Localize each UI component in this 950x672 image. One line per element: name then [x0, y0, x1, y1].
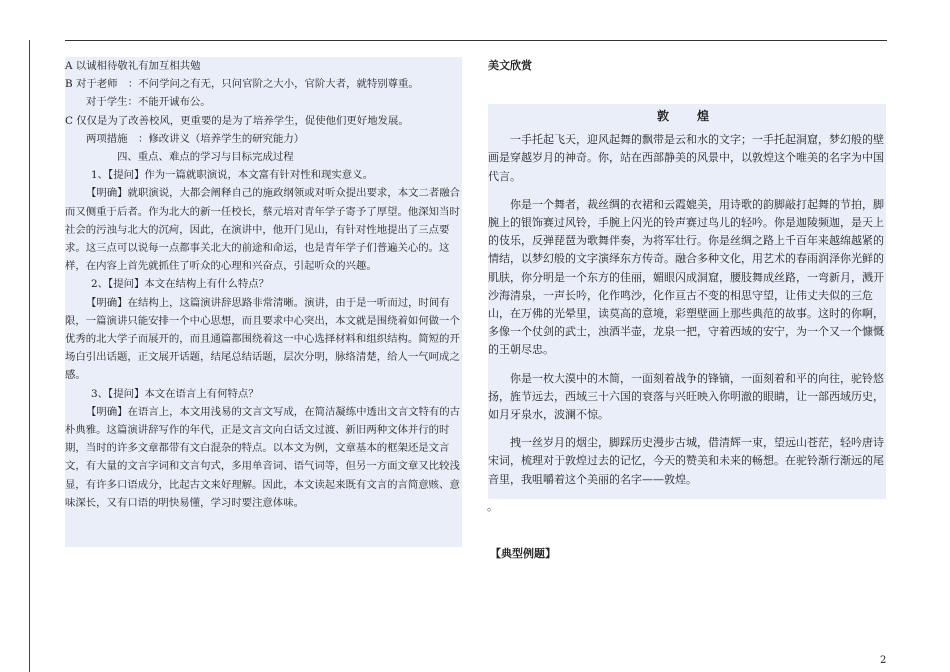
essay-title: 敦 煌: [656, 109, 717, 123]
page-number: 2: [880, 655, 887, 666]
answer-2: 【明确】在结构上，这篇演讲辞思路非常清晰。演讲，由于是一听而过，时间有限，一篇演讲只能安排一个中心思想，而且要求中心突出，本文就是围绕着如何做一个优秀的北大学子而展开的，而且通篇都围绕着这一中心选择材料和组织结构。简短的开场白引出话题，正文展开话题，结尾总结话题，层次分明，脉络清楚，给人一气呵成之感。: [65, 296, 460, 382]
essay-panel: [488, 104, 886, 499]
typical-example-heading: 【典型例题】: [490, 547, 556, 560]
lesson-text-panel: [65, 57, 462, 547]
question-3: 3、【提问】本文在语言上有何特点？: [91, 387, 259, 400]
answer-1: 【明确】就职演说，大都会阐释自己的施政纲领或对听众提出要求，本文二者融合而又侧重于后者。作为北大的新一任校长，蔡元培对青年学子寄予了厚望。他深知当时社会的污浊与北大的沉疴，因此，在演讲中，他开门见山，有针对性地提出了三点要求。这三点可以说每一点都事关北大的前途和命运，也是青年学子们普遍关心的。这样，在内容上首先就抓住了听众的心理和兴奋点，引起听众的兴趣。: [65, 187, 461, 273]
appreciation-heading: 美文欣赏: [488, 59, 532, 72]
essay-paragraph: 你是一枚大漠中的木简，一面刻着战争的锋镝，一面刻着和平的向往，驼铃悠扬，旌节远去，西域三十六国的衰落与兴旺映入你明澈的眼睛，让一部西域历史，如月牙泉水，波澜不惊。: [488, 371, 884, 422]
page-left-border: [29, 40, 30, 672]
option-b: B 对于老师 ：不问学问之有无，只问官阶之大小，官阶大者，就特别尊重。: [65, 78, 419, 91]
essay-paragraph: 一手托起飞天，迎风起舞的飘带是云和水的文字；一手托起洞窟，梦幻般的壁画是穿越岁月的神奇。你，站在西部静美的风景中，以敦煌这个唯美的名字为中国代言。: [488, 133, 884, 183]
trailing-period: 。: [487, 500, 498, 513]
section-heading: 四、重点、难点的学习与目标完成过程: [117, 151, 294, 164]
answer-3: 【明确】在语言上，本文用浅易的文言文写成，在简洁凝练中透出文言文特有的古朴典雅。这篇演讲辞写作的年代，正是文言文向白话文过渡、新旧两种文体并行的时期，当时的许多文章都带有文白混杂的特点。以本文为例，文章基本的框架还是文言文，有大量的文言字词和文言句式，多用单音词、语气词等，但另一方面文章又比较浅显，有许多口语成分，比起古文来好理解。因此，本文读起来既有文言的言简意赅、意味深长，又有口语的明快易懂，学习时要注意体味。: [65, 405, 461, 509]
option-c: C 仅仅是为了改善校风，更重要的是为了培养学生，促使他们更好地发展。: [65, 114, 409, 127]
two-measures: 两项措施 ：修改讲义（培养学生的研究能力）: [86, 132, 305, 145]
essay-paragraph: 拽一丝岁月的烟尘，脚踩历史漫步古城，借清辉一束，望远山苍茫，轻吟唐诗宋词，梳理对于敦煌过去的记忆，今天的赞美和未来的畅想。在驼铃渐行渐远的尾音里，我咀嚼着这个美丽的名字——敦煌。: [488, 436, 884, 486]
essay-paragraph: 你是一个舞者，裁丝绸的衣裙和云霞媲美，用诗歌的韵脚敲打起舞的节拍，脚腕上的银饰赛过风铃，手腕上闪光的铃声赛过鸟儿的轻吟。你是迦陵频迦，是天上的伎乐，反弹琵琶为歌舞伴奏，为将军壮行。你是丝绸之路上千百年来越绵越紧的情结，以梦幻般的文字演绎东方传奇。融合多种文化，用艺术的春雨润泽你光鲜的肌肤，你分明是一个东方的佳丽，媚眼闪成洞窟，腰肢舞成丝路，一弯新月，溅开沙海清泉，一声长吟，化作鸣沙，化作亘古不变的相思守望，让伟丈夫似的三危山，在万佛的光晕里，读莫高的意境，彩塑壁画上那些典范的故事。这时的你啊，多像一个仗剑的武士，浊酒半壶，龙泉一把，守着西域的安宁，为一个又一个慷慨的王朝尽忠。: [488, 197, 884, 357]
option-b-students: 对于学生：不能开诚布公。: [86, 96, 211, 109]
option-a: A 以诚相待敬礼有加互相共勉: [65, 60, 201, 72]
question-1: 1、【提问】作为一篇就职演说，本文富有针对性和现实意义。: [91, 169, 373, 182]
header-rule: [65, 40, 887, 41]
question-2: 2、【提问】本文在结构上有什么特点？: [91, 278, 270, 291]
